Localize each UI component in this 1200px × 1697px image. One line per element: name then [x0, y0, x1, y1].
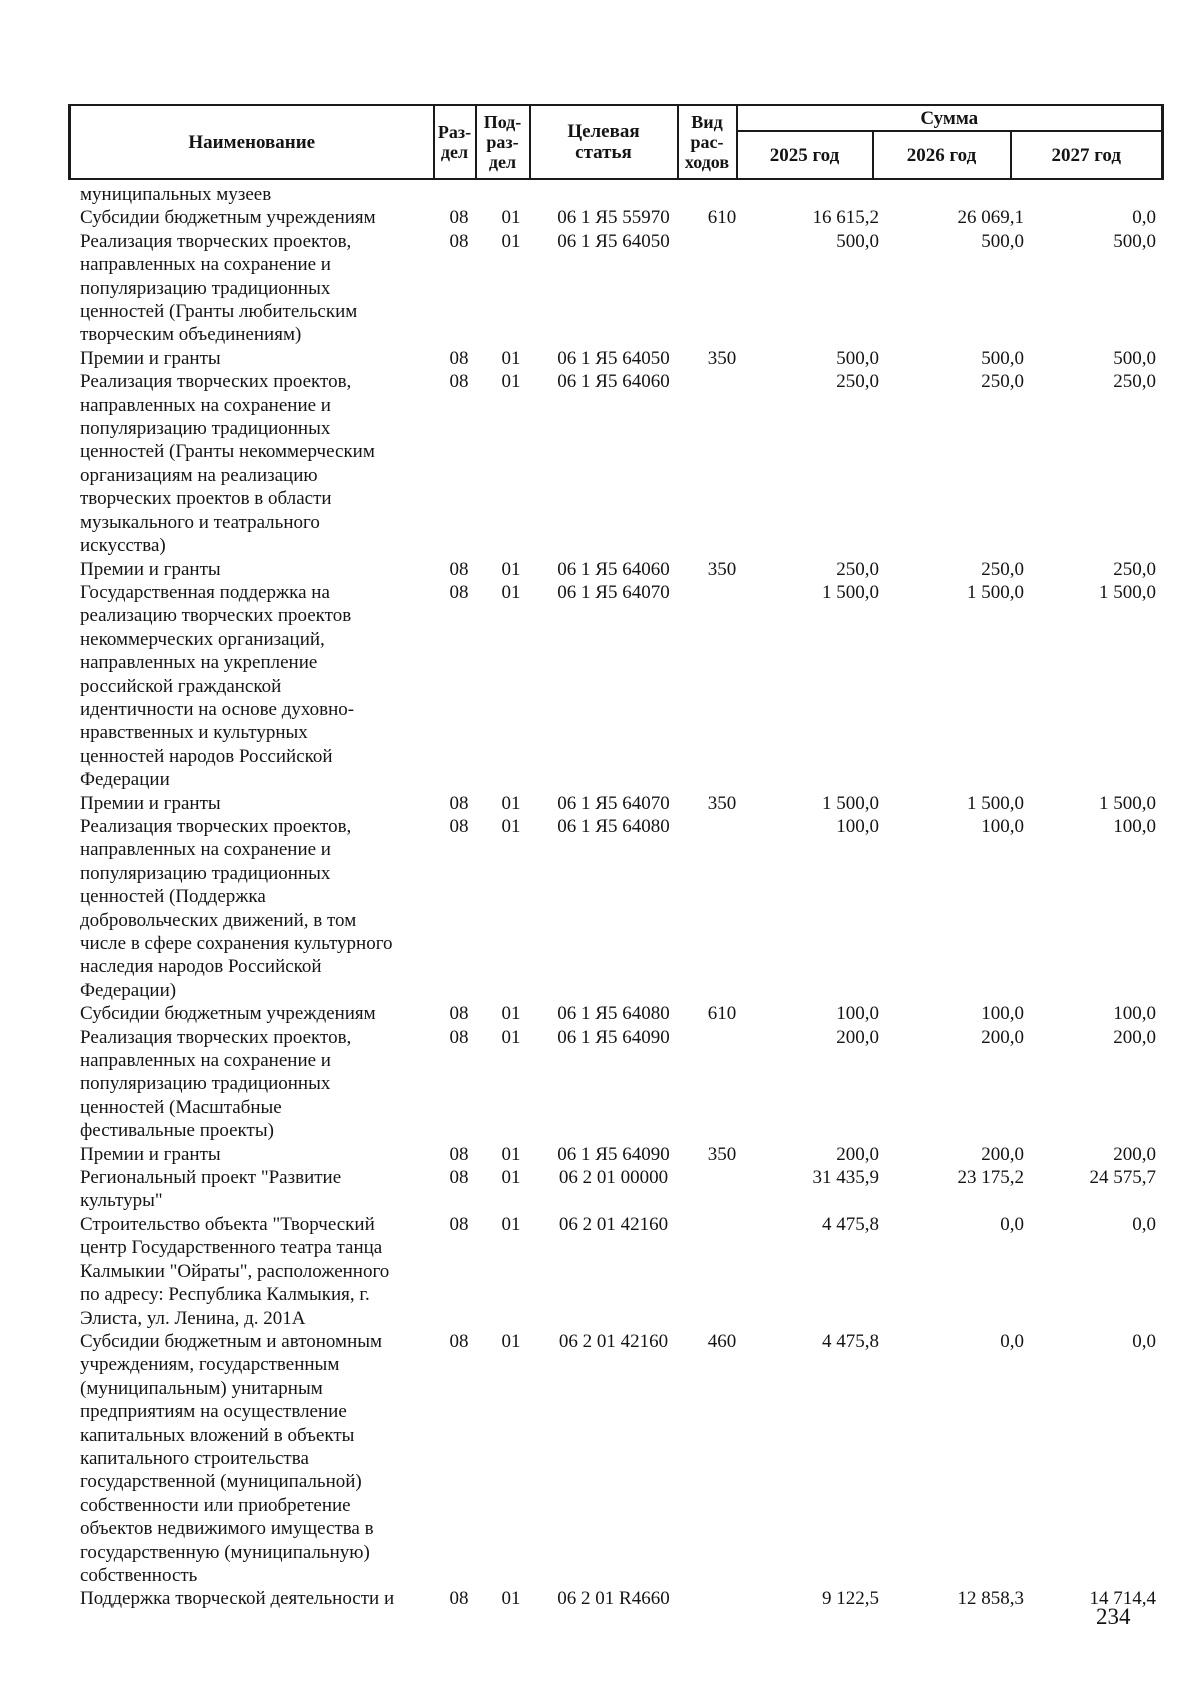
cell-2026: 0,0	[1000, 1213, 1024, 1235]
cell-section: 08	[449, 1143, 469, 1165]
cell-target: 06 2 01 R4660	[557, 1588, 670, 1610]
cell-2027: 14 714,4	[1089, 1588, 1156, 1610]
cell-section: 08	[449, 1588, 469, 1610]
name-line: добровольческих движений, в том	[80, 909, 357, 931]
table-row	[68, 1002, 1168, 1025]
cell-target: 06 1 Я5 64050	[557, 347, 670, 369]
header-section	[434, 105, 476, 179]
cell-target: 06 1 Я5 64060	[557, 371, 670, 393]
name-line: Премии и гранты	[80, 347, 221, 369]
table-header	[68, 104, 1164, 180]
name-line: капитальных вложений в объекты	[80, 1424, 355, 1446]
table-row	[68, 581, 1168, 792]
cell-kind: 610	[707, 207, 737, 229]
cell-target: 06 1 Я5 64090	[557, 1026, 670, 1048]
name-line: направленных на сохранение и	[80, 394, 331, 416]
name-line: музыкального и театрального	[80, 511, 320, 533]
cell-2025: 4 475,8	[822, 1213, 879, 1235]
name-line: ценностей (Масштабные	[80, 1096, 282, 1118]
cell-2027: 1 500,0	[1099, 792, 1156, 814]
cell-target: 06 1 Я5 64080	[557, 1003, 670, 1025]
name-line: Премии и гранты	[80, 792, 221, 814]
cell-kind: 350	[707, 558, 737, 580]
cell-section: 08	[449, 371, 469, 393]
cell-section: 08	[449, 1026, 469, 1048]
header-year-2025: 2025 год	[737, 131, 873, 179]
name-line: ценностей (Гранты некоммерческим	[80, 441, 375, 463]
cell-section: 08	[449, 1330, 469, 1352]
cell-section: 08	[449, 581, 469, 603]
cell-2025: 250,0	[836, 371, 879, 393]
cell-2025: 100,0	[836, 815, 879, 837]
cell-2027: 250,0	[1113, 371, 1156, 393]
table-row	[68, 370, 1168, 557]
table-row	[68, 1143, 1168, 1166]
header-target-line: статья	[575, 142, 632, 163]
cell-subsection: 01	[501, 1003, 521, 1025]
name-line: центр Государственного театра танца	[80, 1237, 383, 1259]
cell-2027: 0,0	[1132, 207, 1156, 229]
cell-subsection: 01	[501, 1330, 521, 1352]
table-row	[68, 1587, 1168, 1610]
cell-section: 08	[449, 815, 469, 837]
cell-subsection: 01	[501, 207, 521, 229]
header-subsection-line: Под-	[483, 112, 522, 132]
cell-name	[68, 347, 433, 370]
cell-2026: 23 175,2	[957, 1167, 1024, 1189]
cell-name	[68, 183, 433, 206]
header-sum: Сумма	[737, 105, 1163, 131]
cell-2025: 500,0	[836, 347, 879, 369]
cell-name	[68, 370, 433, 557]
cell-subsection: 01	[501, 558, 521, 580]
cell-section: 08	[449, 792, 469, 814]
cell-section: 08	[449, 1003, 469, 1025]
cell-name	[68, 1026, 433, 1143]
name-line: фестивальные проекты)	[80, 1120, 274, 1142]
cell-target: 06 1 Я5 55970	[557, 207, 670, 229]
cell-2025: 200,0	[836, 1143, 879, 1165]
name-line: государственной (муниципальной)	[80, 1471, 362, 1493]
name-line: Субсидии бюджетным и автономным	[80, 1330, 383, 1352]
cell-section: 08	[449, 207, 469, 229]
cell-subsection: 01	[501, 815, 521, 837]
cell-subsection: 01	[501, 1213, 521, 1235]
name-line: популяризацию традиционных	[80, 418, 331, 440]
cell-2026: 0,0	[1000, 1330, 1024, 1352]
cell-name	[68, 792, 433, 815]
header-target-line: Целевая	[567, 121, 640, 142]
cell-target: 06 2 01 42160	[558, 1213, 669, 1235]
cell-section: 08	[449, 230, 469, 252]
cell-target: 06 1 Я5 64090	[557, 1143, 670, 1165]
header-section-line: дел	[440, 142, 469, 162]
name-line: направленных на сохранение и	[80, 254, 331, 276]
cell-subsection: 01	[501, 581, 521, 603]
cell-2027: 500,0	[1113, 230, 1156, 252]
cell-2026: 1 500,0	[967, 581, 1024, 603]
header-year-2027: 2027 год	[1011, 131, 1163, 179]
header-year-2026: 2026 год	[873, 131, 1011, 179]
cell-2025: 1 500,0	[822, 581, 879, 603]
table-row	[68, 183, 1168, 206]
name-line: Калмыкии "Ойраты", расположенного	[80, 1260, 390, 1282]
name-line: объектов недвижимого имущества в	[80, 1518, 374, 1540]
table-row	[68, 815, 1168, 1002]
cell-2025: 1 500,0	[822, 792, 879, 814]
name-line: направленных на укрепление	[80, 652, 318, 674]
name-line: нравственных и культурных	[80, 722, 308, 744]
cell-name	[68, 1002, 433, 1025]
header-kind-line: Вид	[691, 112, 723, 132]
cell-subsection: 01	[501, 1167, 521, 1189]
cell-2027: 200,0	[1113, 1026, 1156, 1048]
table-row	[68, 1330, 1168, 1587]
name-line: учреждениям, государственным	[80, 1354, 340, 1376]
cell-target: 06 2 01 42160	[558, 1330, 669, 1352]
cell-subsection: 01	[501, 792, 521, 814]
cell-name	[68, 1213, 433, 1330]
cell-subsection: 01	[501, 371, 521, 393]
cell-target: 06 1 Я5 64060	[557, 558, 670, 580]
cell-2026: 12 858,3	[957, 1588, 1024, 1610]
name-line: культуры"	[80, 1190, 163, 1212]
name-line: ценностей народов Российской	[80, 745, 333, 767]
cell-2026: 250,0	[981, 371, 1024, 393]
name-line: собственности или приобретение	[80, 1494, 351, 1516]
cell-2027: 0,0	[1132, 1213, 1156, 1235]
name-line: Строительство объекта "Творческий	[80, 1213, 375, 1235]
header-kind-line: рас-	[690, 132, 724, 152]
cell-name	[68, 230, 433, 347]
header-subsection	[476, 105, 530, 179]
name-line: творческим объединениям)	[80, 324, 302, 346]
cell-2026: 1 500,0	[967, 792, 1024, 814]
name-line: популяризацию традиционных	[80, 862, 331, 884]
cell-2025: 31 435,9	[812, 1167, 879, 1189]
cell-2026: 200,0	[981, 1026, 1024, 1048]
name-line: собственность	[80, 1564, 198, 1586]
name-line: российской гражданской	[80, 675, 282, 697]
cell-name	[68, 1166, 433, 1213]
cell-kind: 610	[707, 1003, 737, 1025]
name-line: Региональный проект "Развитие	[80, 1167, 342, 1189]
cell-section: 08	[449, 347, 469, 369]
cell-kind: 350	[707, 1143, 737, 1165]
name-line: числе в сфере сохранения культурного	[80, 933, 393, 954]
cell-2025: 9 122,5	[822, 1588, 879, 1610]
table-row	[68, 558, 1168, 581]
cell-2026: 250,0	[981, 558, 1024, 580]
cell-name	[68, 815, 433, 1002]
name-line: капитального строительства	[80, 1447, 309, 1469]
name-line: Федерации	[80, 769, 170, 791]
name-line: Поддержка творческой деятельности и	[80, 1588, 395, 1610]
name-line: организациям на реализацию	[80, 464, 318, 486]
cell-2025: 100,0	[836, 1003, 879, 1025]
cell-2027: 200,0	[1113, 1143, 1156, 1165]
cell-2026: 500,0	[981, 230, 1024, 252]
cell-target: 06 2 01 00000	[558, 1167, 669, 1189]
name-line: государственную (муниципальную)	[80, 1541, 370, 1563]
cell-2027: 1 500,0	[1099, 581, 1156, 603]
cell-name	[68, 1587, 433, 1610]
cell-2027: 100,0	[1113, 815, 1156, 837]
name-line: Премии и гранты	[80, 1143, 221, 1165]
name-line: Федерации)	[80, 979, 177, 1001]
cell-name	[68, 1330, 433, 1587]
cell-2026: 200,0	[981, 1143, 1024, 1165]
name-line: Реализация творческих проектов,	[80, 815, 352, 837]
cell-kind: 350	[707, 792, 737, 814]
cell-2025: 500,0	[836, 230, 879, 252]
cell-target: 06 1 Я5 64070	[557, 581, 670, 603]
name-line: ценностей (Гранты любительским	[80, 301, 358, 323]
cell-2025: 16 615,2	[812, 207, 879, 229]
name-line: направленных на сохранение и	[80, 839, 331, 861]
cell-section: 08	[449, 1167, 469, 1189]
cell-name	[68, 206, 433, 229]
cell-2025: 250,0	[836, 558, 879, 580]
name-line: по адресу: Республика Калмыкия, г.	[80, 1284, 370, 1306]
cell-2026: 100,0	[981, 815, 1024, 837]
table-row	[68, 206, 1168, 229]
cell-name	[68, 1143, 433, 1166]
cell-2026: 100,0	[981, 1003, 1024, 1025]
name-line: Реализация творческих проектов,	[80, 1026, 352, 1048]
table-row	[68, 792, 1168, 815]
name-line: искусства)	[80, 535, 166, 557]
header-target	[530, 105, 678, 179]
cell-2027: 24 575,7	[1089, 1167, 1156, 1189]
cell-kind: 460	[707, 1330, 737, 1352]
cell-kind: 350	[707, 347, 737, 369]
name-line: популяризацию традиционных	[80, 1073, 331, 1095]
cell-section: 08	[449, 1213, 469, 1235]
name-line: некоммерческих организаций,	[80, 628, 325, 650]
page-number: 234	[1096, 1604, 1131, 1629]
name-line: наследия народов Российской	[80, 956, 322, 978]
name-line: муниципальных музеев	[80, 184, 272, 205]
table-row	[68, 1026, 1168, 1143]
cell-2025: 200,0	[836, 1026, 879, 1048]
cell-section: 08	[449, 558, 469, 580]
cell-2026: 26 069,1	[957, 207, 1024, 229]
table-row	[68, 230, 1168, 347]
header-subsection-line: раз-	[486, 132, 519, 152]
cell-2027: 250,0	[1113, 558, 1156, 580]
name-line: Государственная поддержка на	[80, 581, 330, 603]
name-line: Субсидии бюджетным учреждениям	[80, 207, 376, 229]
name-line: популяризацию традиционных	[80, 277, 331, 299]
table-body	[68, 183, 1168, 1611]
name-line: ценностей (Поддержка	[80, 886, 266, 908]
name-line: идентичности на основе духовно-	[80, 698, 355, 720]
cell-target: 06 1 Я5 64080	[557, 815, 670, 837]
cell-2027: 0,0	[1132, 1330, 1156, 1352]
name-line: (муниципальным) унитарным	[80, 1377, 323, 1399]
name-line: направленных на сохранение и	[80, 1050, 331, 1072]
name-line: Субсидии бюджетным учреждениям	[80, 1003, 376, 1025]
name-line: Элиста, ул. Ленина, д. 201А	[80, 1307, 306, 1329]
cell-subsection: 01	[501, 230, 521, 252]
cell-name	[68, 558, 433, 581]
cell-subsection: 01	[501, 1588, 521, 1610]
cell-target: 06 1 Я5 64070	[557, 792, 670, 814]
cell-target: 06 1 Я5 64050	[557, 230, 670, 252]
cell-2025: 4 475,8	[822, 1330, 879, 1352]
cell-2027: 100,0	[1113, 1003, 1156, 1025]
table-row	[68, 1166, 1168, 1213]
table-row	[68, 1213, 1168, 1330]
name-line: Реализация творческих проектов,	[80, 230, 352, 252]
header-kind-line: ходов	[684, 152, 730, 172]
cell-name	[68, 581, 433, 792]
name-line: Реализация творческих проектов,	[80, 371, 352, 393]
table-row	[68, 347, 1168, 370]
cell-2026: 500,0	[981, 347, 1024, 369]
header-name: Наименование	[70, 105, 434, 179]
cell-2027: 500,0	[1113, 347, 1156, 369]
cell-subsection: 01	[501, 1143, 521, 1165]
name-line: предприятиям на осуществление	[80, 1401, 347, 1423]
name-line: творческих проектов в области	[80, 488, 332, 510]
name-line: реализацию творческих проектов	[80, 605, 352, 627]
cell-subsection: 01	[501, 347, 521, 369]
name-line: Премии и гранты	[80, 558, 221, 580]
header-section-line: Раз-	[437, 122, 472, 142]
cell-subsection: 01	[501, 1026, 521, 1048]
header-kind	[678, 105, 737, 179]
header-subsection-line: дел	[488, 152, 517, 172]
